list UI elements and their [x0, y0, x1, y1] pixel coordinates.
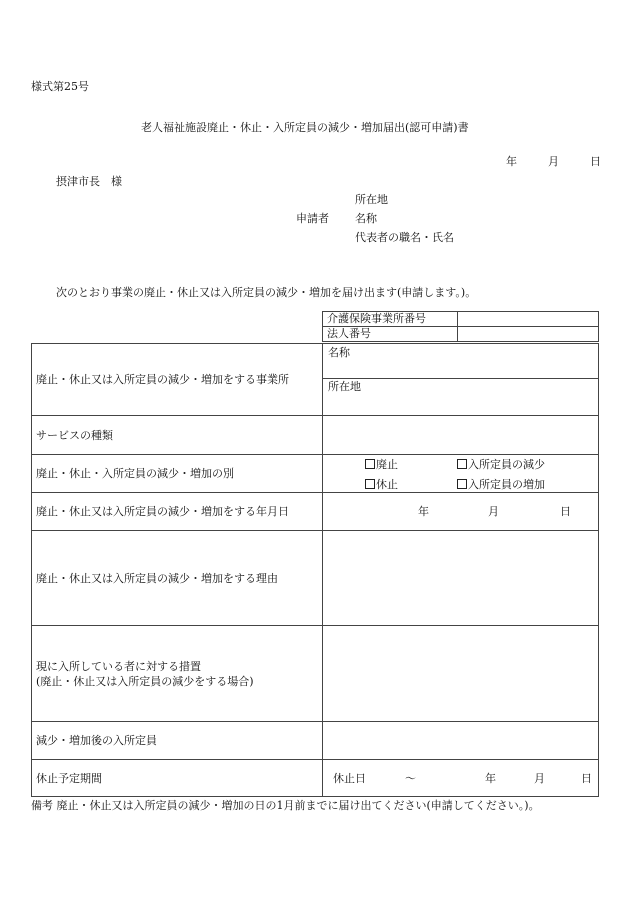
measures-value-field[interactable]: [323, 626, 599, 722]
option-label: 休止: [376, 478, 398, 491]
id-row: [323, 327, 599, 342]
facility-label: 廃止・休止又は入所定員の減少・増加をする事業所: [32, 344, 323, 416]
id-value-field[interactable]: [458, 312, 599, 327]
period-start-label: 休止日: [333, 772, 366, 785]
period-value-field[interactable]: [323, 760, 599, 797]
row-capacity: [32, 722, 599, 760]
form-number: 様式第25号: [31, 80, 89, 93]
note-text: 備考 廃止・休止又は入所定員の減少・増加の日の1月前までに届け出てください(申請してください。)。: [31, 799, 540, 812]
option-label: 入所定員の減少: [468, 458, 545, 471]
intro-text: 次のとおり事業の廃止・休止又は入所定員の減少・増加を届け出ます(申請します。)。: [56, 286, 477, 299]
row-measures: [32, 626, 599, 722]
reason-value-field[interactable]: [323, 531, 599, 626]
id-label: 介護保険事業所番号: [323, 312, 458, 327]
main-form-table: [31, 343, 599, 797]
date-day-label: 日: [560, 505, 571, 518]
service-label: サービスの種類: [32, 416, 323, 455]
facility-name-label: 名称: [328, 346, 350, 359]
checkbox-icon: [457, 479, 467, 489]
id-label: 法人番号: [323, 327, 458, 342]
date-day: 日: [590, 155, 601, 168]
applicant-label: 申請者: [296, 212, 329, 225]
id-value-field[interactable]: [458, 327, 599, 342]
period-year-label: 年: [485, 772, 496, 785]
divider: [323, 378, 598, 379]
option-label: 入所定員の増加: [468, 478, 545, 491]
option-label: 廃止: [376, 458, 398, 471]
facility-location-label: 所在地: [328, 380, 361, 393]
period-day-label: 日: [581, 772, 592, 785]
checkbox-suspend[interactable]: [365, 477, 398, 492]
measures-label: [32, 626, 323, 722]
id-table: [322, 311, 599, 342]
date-year: 年: [506, 155, 517, 168]
date-month-label: 月: [488, 505, 499, 518]
type-label: 廃止・休止・入所定員の減少・増加の別: [32, 455, 323, 493]
form-title: 老人福祉施設廃止・休止・入所定員の減少・増加届出(認可申請)書: [141, 121, 469, 134]
type-options-cell: [323, 455, 599, 493]
date-value-field[interactable]: [323, 493, 599, 531]
row-period: [32, 760, 599, 797]
id-row: [323, 312, 599, 327]
period-month-label: 月: [534, 772, 545, 785]
service-value-field[interactable]: [323, 416, 599, 455]
row-service: [32, 416, 599, 455]
row-date: [32, 493, 599, 531]
checkbox-capacity-decrease[interactable]: [457, 457, 545, 472]
period-label: 休止予定期間: [32, 760, 323, 797]
reason-label: 廃止・休止又は入所定員の減少・増加をする理由: [32, 531, 323, 626]
checkbox-abolish[interactable]: [365, 457, 398, 472]
checkbox-icon: [365, 459, 375, 469]
date-year-label: 年: [418, 505, 429, 518]
row-reason: [32, 531, 599, 626]
checkbox-capacity-increase[interactable]: [457, 477, 545, 492]
measures-label-line2: (廃止・休止又は入所定員の減少をする場合): [36, 674, 254, 688]
checkbox-icon: [457, 459, 467, 469]
capacity-value-field[interactable]: [323, 722, 599, 760]
period-tilde: ～: [405, 772, 416, 785]
row-facility: [32, 344, 599, 416]
capacity-label: 減少・増加後の入所定員: [32, 722, 323, 760]
facility-value-cell[interactable]: [323, 344, 599, 416]
addressee: 摂津市長 様: [56, 175, 122, 188]
applicant-location-label: 所在地: [355, 193, 388, 206]
measures-label-line1: 現に入所している者に対する措置: [36, 659, 201, 673]
row-type: [32, 455, 599, 493]
checkbox-icon: [365, 479, 375, 489]
applicant-name-label: 名称: [355, 212, 377, 225]
date-month: 月: [548, 155, 559, 168]
date-label: 廃止・休止又は入所定員の減少・増加をする年月日: [32, 493, 323, 531]
applicant-representative-label: 代表者の職名・氏名: [355, 231, 454, 244]
